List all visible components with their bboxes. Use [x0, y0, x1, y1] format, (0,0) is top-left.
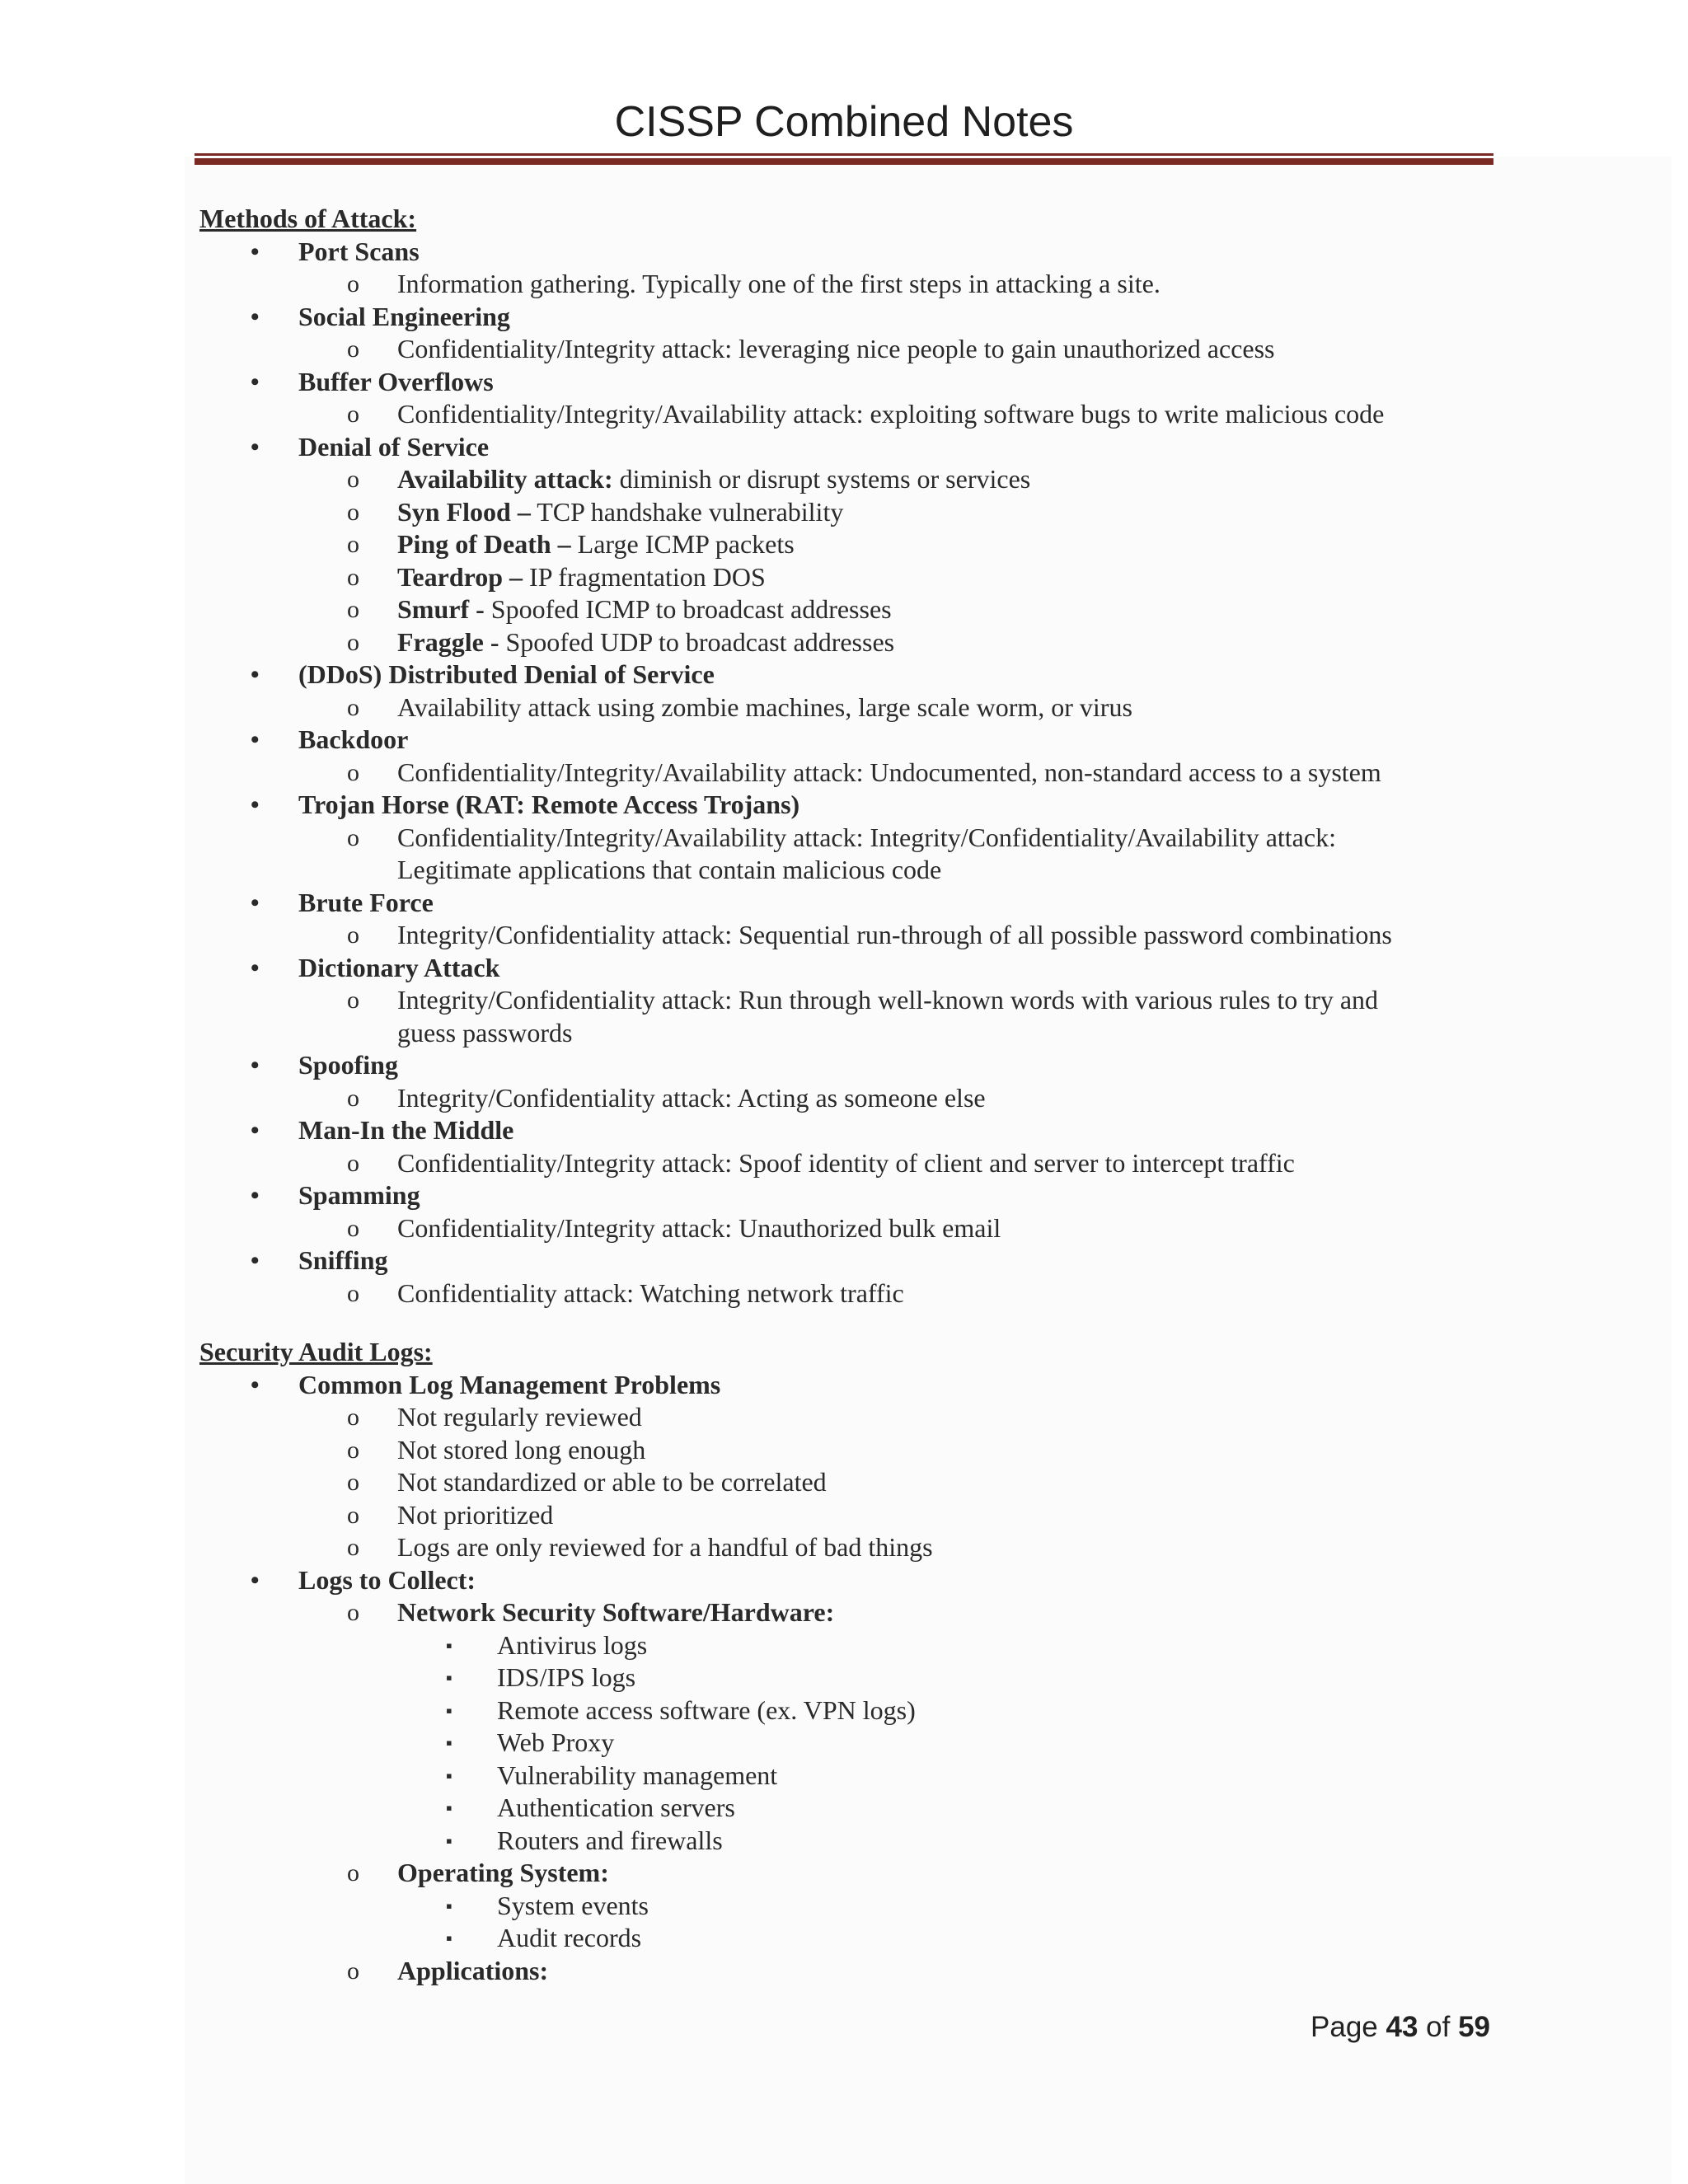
sub-item-continuation: guess passwords	[397, 1017, 573, 1047]
bullet-icon: •	[251, 726, 260, 753]
list-item	[199, 1179, 1535, 1212]
sub-item-lead: Syn Flood –	[397, 496, 531, 527]
list-item-label: Denial of Service	[298, 431, 490, 462]
bullet-icon: •	[251, 368, 260, 396]
sub-item-lead: Teardrop –	[397, 561, 523, 592]
section-heading: Methods of Attack:	[199, 204, 417, 233]
sub-item	[199, 1434, 1535, 1467]
sub-sub-item-text: Routers and firewalls	[497, 1825, 723, 1855]
list-item	[199, 1114, 1535, 1147]
circle-bullet-icon: o	[347, 758, 359, 786]
circle-bullet-icon: o	[347, 1501, 359, 1529]
circle-bullet-icon: o	[347, 1214, 359, 1242]
header-rule-thick	[195, 158, 1493, 165]
list-item-label: Trojan Horse (RAT: Remote Access Trojans)	[298, 790, 800, 819]
list-item-label: Spamming	[298, 1180, 420, 1210]
page-number-middle: of	[1418, 2011, 1459, 2043]
sub-item	[199, 691, 1535, 724]
sub-item	[199, 561, 1535, 594]
sub-item-text: Logs are only reviewed for a handful of bad things	[397, 1532, 933, 1562]
circle-bullet-icon: o	[347, 563, 359, 591]
circle-bullet-icon: o	[347, 270, 359, 298]
circle-bullet-icon: o	[347, 466, 359, 493]
sub-item-text: Confidentiality attack: Watching network traffic	[397, 1277, 904, 1308]
bullet-icon: •	[251, 1117, 260, 1144]
bullet-icon: •	[251, 1566, 260, 1594]
sub-sub-item	[199, 1922, 1535, 1955]
bullet-icon: •	[251, 1052, 260, 1079]
sub-item-lead: Network Security Software/Hardware:	[397, 1597, 835, 1627]
sub-item	[199, 1082, 1535, 1115]
sub-item-lead: Smurf -	[397, 594, 485, 624]
sub-item	[199, 268, 1535, 301]
bullet-icon: •	[251, 237, 260, 265]
list-item-label: Backdoor	[298, 724, 409, 754]
square-bullet-icon: ▪	[446, 1928, 452, 1948]
square-bullet-icon: ▪	[446, 1634, 452, 1656]
sub-sub-item	[199, 1727, 1535, 1760]
list-item-label: Logs to Collect:	[298, 1564, 476, 1595]
circle-bullet-icon: o	[347, 596, 359, 623]
list-item	[199, 301, 1535, 334]
list-item-label: Port Scans	[298, 236, 420, 266]
circle-bullet-icon: o	[347, 1436, 359, 1464]
square-bullet-icon: ▪	[446, 1732, 452, 1753]
sub-item-text: Not prioritized	[397, 1499, 554, 1530]
sub-sub-item	[199, 1792, 1535, 1825]
sub-item	[199, 463, 1535, 496]
circle-bullet-icon: o	[347, 1404, 359, 1431]
sub-item-text: Confidentiality/Integrity/Availability attack: Integrity/Confidentiality/Availability attack:	[397, 822, 1336, 852]
list-item-label: Social Engineering	[298, 301, 510, 331]
sub-item-text: Large ICMP packets	[570, 529, 795, 559]
list-item	[199, 1564, 1535, 1597]
sub-item	[199, 1401, 1535, 1434]
sub-item	[199, 528, 1535, 561]
sub-item	[199, 1955, 1535, 1988]
list-item	[199, 1049, 1535, 1082]
circle-bullet-icon: o	[347, 498, 359, 526]
sub-item-continuation: Legitimate applications that contain malicious code	[397, 855, 942, 884]
square-bullet-icon: ▪	[446, 1830, 452, 1851]
sub-item-lead: Operating System:	[397, 1858, 609, 1887]
sub-item-text: Confidentiality/Integrity attack: leveraging nice people to gain unauthorized access	[397, 334, 1275, 363]
list-item	[199, 658, 1535, 691]
bullet-icon: •	[251, 302, 260, 330]
sub-item-text: Spoofed UDP to broadcast addresses	[499, 626, 895, 657]
sub-item	[199, 984, 1535, 1017]
sub-sub-item	[199, 1629, 1535, 1662]
sub-item-text: diminish or disrupt systems or services	[612, 464, 1031, 494]
list-item-label: Sniffing	[298, 1245, 388, 1275]
list-item	[199, 1244, 1535, 1277]
list-item	[199, 431, 1535, 464]
list-item-label: Man-In the Middle	[298, 1115, 514, 1145]
sub-item-lead: Applications:	[397, 1955, 549, 1985]
circle-bullet-icon: o	[347, 921, 359, 949]
circle-bullet-icon: o	[347, 335, 359, 363]
bullet-icon: •	[251, 1247, 260, 1274]
sub-sub-item-text: Web Proxy	[497, 1727, 615, 1757]
circle-bullet-icon: o	[347, 401, 359, 428]
list-item	[199, 724, 1535, 757]
sub-item-text: IP fragmentation DOS	[523, 561, 766, 592]
sub-item-text: TCP handshake vulnerability	[530, 496, 844, 527]
sub-item-lead: Ping of Death –	[397, 529, 571, 559]
sub-item	[199, 822, 1535, 855]
list-item	[199, 789, 1535, 822]
list-item-label: Dictionary Attack	[298, 952, 500, 982]
sub-item-text: Confidentiality/Integrity attack: Spoof identity of client and server to intercept traffic	[397, 1147, 1295, 1178]
circle-bullet-icon: o	[347, 1469, 359, 1496]
sub-item	[199, 1147, 1535, 1180]
circle-bullet-icon: o	[347, 823, 359, 851]
square-bullet-icon: ▪	[446, 1699, 452, 1721]
sub-sub-item-text: Remote access software (ex. VPN logs)	[497, 1694, 916, 1725]
sub-item-text: Not regularly reviewed	[397, 1402, 642, 1432]
sub-sub-item	[199, 1825, 1535, 1858]
list-item	[199, 366, 1535, 399]
circle-bullet-icon: o	[347, 1149, 359, 1177]
sub-item-lead: Fraggle -	[397, 626, 499, 657]
sub-item	[199, 626, 1535, 659]
list-item	[199, 952, 1535, 985]
list-item-label: Common Log Management Problems	[298, 1369, 721, 1399]
circle-bullet-icon: o	[347, 1534, 359, 1561]
sub-item-lead: Availability attack:	[397, 464, 613, 494]
sub-item	[199, 496, 1535, 529]
section-heading: Security Audit Logs:	[199, 1337, 433, 1366]
sub-item	[199, 333, 1535, 366]
circle-bullet-icon: o	[347, 1599, 359, 1626]
sub-item-text: Spoofed ICMP to broadcast addresses	[484, 594, 892, 624]
circle-bullet-icon: o	[347, 628, 359, 656]
sub-item	[199, 398, 1535, 431]
sub-sub-item-text: System events	[497, 1890, 649, 1920]
sub-item-text: Integrity/Confidentiality attack: Sequential run-through of all possible password combinations	[397, 920, 1392, 949]
page-number-total: 59	[1458, 2011, 1490, 2043]
circle-bullet-icon: o	[347, 693, 359, 721]
list-item	[199, 887, 1535, 920]
page-number	[1311, 2011, 1490, 2044]
sub-sub-item	[199, 1661, 1535, 1694]
sub-sub-item-text: Vulnerability management	[497, 1760, 778, 1790]
circle-bullet-icon: o	[347, 1957, 359, 1985]
page-header-title: CISSP Combined Notes	[614, 98, 1074, 146]
sub-item	[199, 1596, 1535, 1629]
sub-sub-item-text: Authentication servers	[497, 1793, 735, 1822]
square-bullet-icon: ▪	[446, 1797, 452, 1818]
list-item-label: Buffer Overflows	[298, 366, 494, 396]
list-item	[199, 236, 1535, 269]
sub-sub-item	[199, 1694, 1535, 1727]
sub-item	[199, 1466, 1535, 1499]
list-item-label: Brute Force	[298, 887, 434, 917]
sub-sub-item	[199, 1760, 1535, 1793]
sub-item-text: Information gathering. Typically one of the first steps in attacking a site.	[397, 269, 1160, 298]
circle-bullet-icon: o	[347, 531, 359, 558]
list-item	[199, 1369, 1535, 1402]
sub-item	[199, 1857, 1535, 1890]
square-bullet-icon: ▪	[446, 1765, 452, 1786]
sub-item	[199, 919, 1535, 952]
bullet-icon: •	[251, 954, 260, 982]
sub-item-text: Confidentiality/Integrity/Availability attack: Undocumented, non-standard access to a system	[397, 757, 1381, 787]
circle-bullet-icon: o	[347, 1279, 359, 1307]
list-item-label: (DDoS) Distributed Denial of Service	[298, 659, 715, 689]
bullet-icon: •	[251, 661, 260, 688]
header-rule-thin	[195, 153, 1493, 156]
sub-sub-item-text: Antivirus logs	[497, 1629, 648, 1660]
sub-sub-item-text: Audit records	[497, 1923, 642, 1952]
sub-item	[199, 1531, 1535, 1564]
sub-item-text: Not standardized or able to be correlated	[397, 1467, 827, 1497]
sub-item	[199, 1277, 1535, 1310]
sub-item-text: Confidentiality/Integrity/Availability attack: exploiting software bugs to write malicious code	[397, 399, 1385, 429]
square-bullet-icon: ▪	[446, 1667, 452, 1688]
page-number-current: 43	[1386, 2011, 1418, 2043]
sub-item	[199, 1499, 1535, 1532]
sub-item-text: Confidentiality/Integrity attack: Unauthorized bulk email	[397, 1212, 1001, 1243]
circle-bullet-icon: o	[347, 987, 359, 1014]
section-spacer	[199, 1310, 1535, 1336]
bullet-icon: •	[251, 433, 260, 461]
bullet-icon: •	[251, 791, 260, 818]
sub-item-text: Availability attack using zombie machines, large scale worm, or virus	[397, 691, 1132, 722]
sub-sub-item-text: IDS/IPS logs	[497, 1662, 636, 1692]
circle-bullet-icon: o	[347, 1859, 359, 1886]
circle-bullet-icon: o	[347, 1084, 359, 1112]
square-bullet-icon: ▪	[446, 1895, 452, 1916]
sub-item-text: Integrity/Confidentiality attack: Acting as someone else	[397, 1082, 986, 1113]
page-number-prefix: Page	[1311, 2011, 1386, 2043]
sub-item	[199, 593, 1535, 626]
sub-item	[199, 1212, 1535, 1245]
sub-item	[199, 757, 1535, 790]
sub-item-text: Integrity/Confidentiality attack: Run through well-known words with various rules to try and	[397, 985, 1379, 1015]
document-body	[199, 203, 1535, 1987]
sub-sub-item	[199, 1890, 1535, 1923]
bullet-icon: •	[251, 1182, 260, 1209]
sub-item-text: Not stored long enough	[397, 1434, 646, 1465]
bullet-icon: •	[251, 1371, 260, 1399]
bullet-icon: •	[251, 888, 260, 916]
list-item-label: Spoofing	[298, 1050, 398, 1080]
